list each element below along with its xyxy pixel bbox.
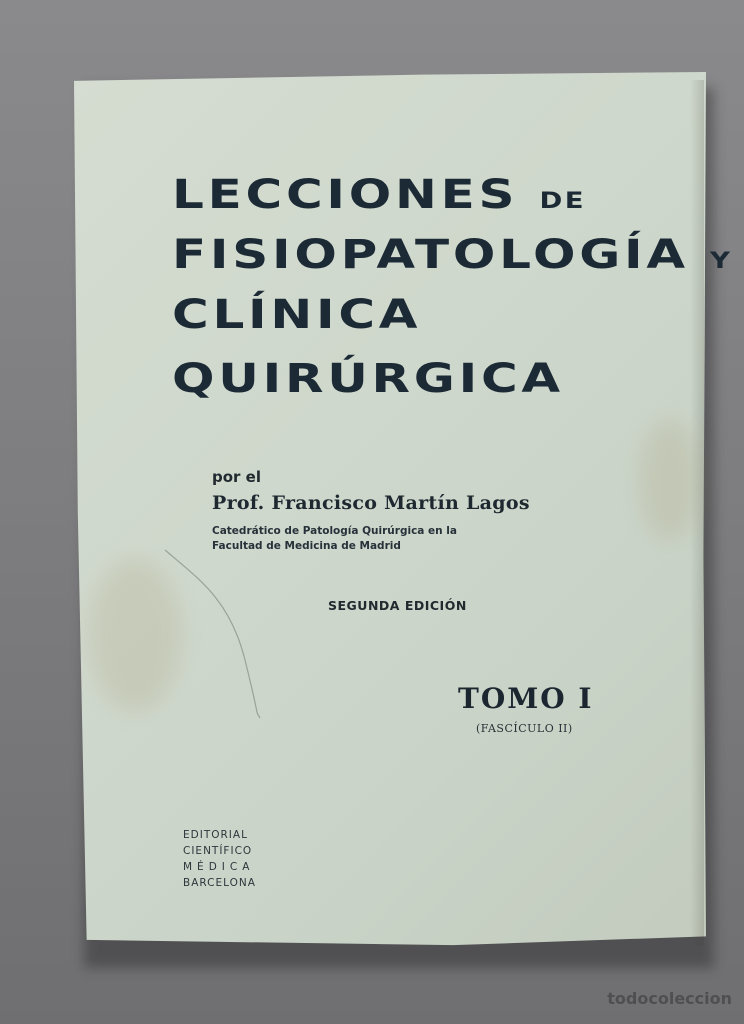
author-name: Prof. Francisco Martín Lagos bbox=[212, 492, 530, 514]
title-line-4: QUIRÚRGICA bbox=[172, 356, 564, 402]
watermark-logo: todocoleccion bbox=[607, 989, 732, 1008]
author-affiliation-2: Facultad de Medicina de Madrid bbox=[212, 540, 401, 552]
edition-label: SEGUNDA EDICIÓN bbox=[328, 598, 467, 613]
publisher-line-4: BARCELONA bbox=[183, 877, 256, 889]
por-el-label: por el bbox=[212, 468, 261, 486]
title-line-2: FISIOPATOLOGÍA Y bbox=[172, 232, 733, 278]
title-line-3: CLÍNICA bbox=[172, 292, 422, 338]
volume-label: TOMO I bbox=[458, 682, 594, 715]
fascicle-label: (FASCÍCULO II) bbox=[476, 722, 573, 735]
publisher-line-1: EDITORIAL bbox=[183, 829, 248, 841]
cover-stain bbox=[640, 420, 700, 540]
publisher-line-2: CIENTÍFICO bbox=[183, 845, 253, 857]
author-affiliation-1: Catedrático de Patología Quirúrgica en la bbox=[212, 525, 457, 537]
cover-crease bbox=[160, 540, 300, 720]
publisher-line-3: MÉDICA bbox=[183, 861, 255, 873]
title-line-1: LECCIONES DE bbox=[172, 172, 587, 218]
